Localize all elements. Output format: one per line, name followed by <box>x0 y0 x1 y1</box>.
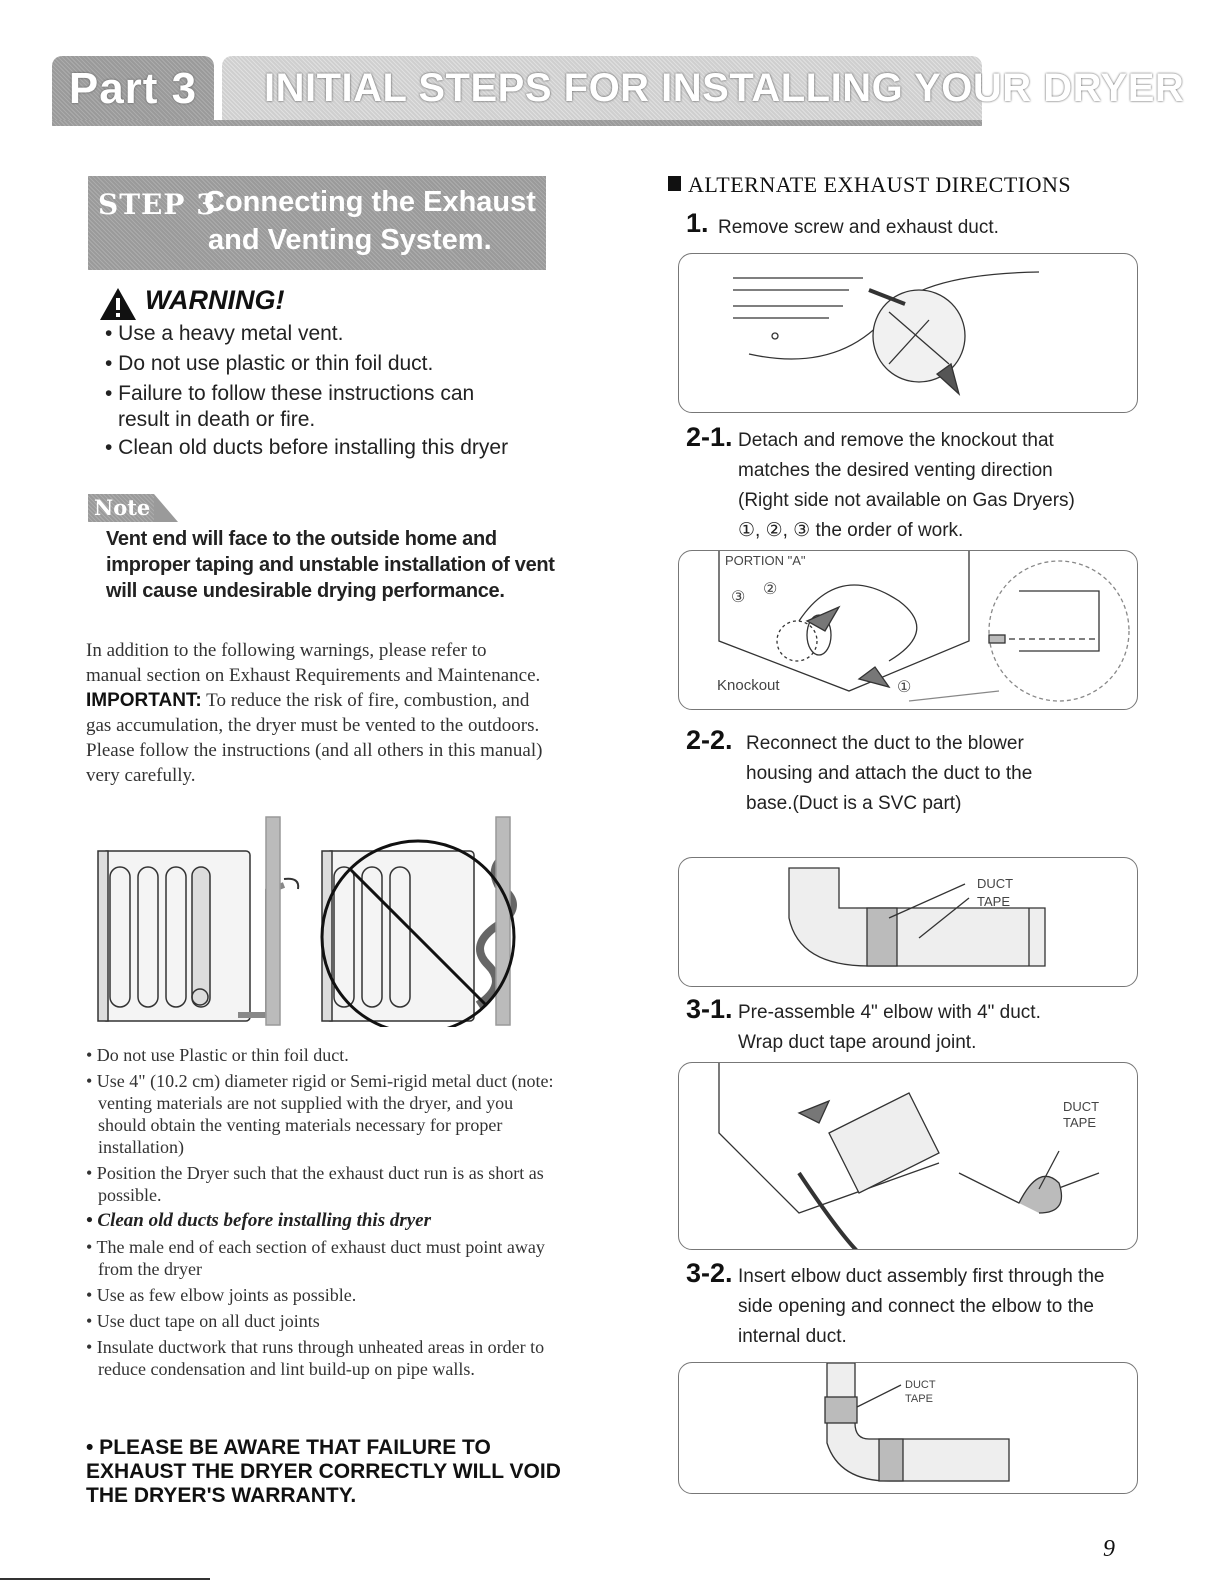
note-label: Note <box>94 495 151 520</box>
intro-after: To reduce the risk of fire, combustion, and gas accumulation, the dryer must be vented to the outdoors. Please follow the instructions (and all others in this manual) very carefully. <box>86 690 543 786</box>
warning-line: • Use a heavy metal vent. <box>105 322 344 345</box>
correct-venting-dryer <box>98 817 298 1025</box>
page-number: 9 <box>1103 1536 1115 1562</box>
list-item: • Use duct tape on all duct joints <box>86 1311 320 1331</box>
figure-remove-duct <box>678 253 1138 413</box>
warning-line: • Failure to follow these instructions can <box>105 382 475 405</box>
step-number: 3-2. <box>686 1258 733 1288</box>
step-text: Detach and remove the knockout that <box>738 430 1054 451</box>
warning-line: result in death or fire. <box>118 408 316 431</box>
knockout-label: Knockout <box>717 677 780 694</box>
step-text: side opening and connect the elbow to the <box>738 1296 1094 1317</box>
portion-a-label: PORTION "A" <box>725 553 806 568</box>
figure-insert-elbow <box>678 1362 1138 1494</box>
warning-title: WARNING! <box>145 285 285 315</box>
part-tab <box>52 56 214 124</box>
list-item: • Do not use Plastic or thin foil duct. <box>86 1045 349 1065</box>
note-line: will cause undesirable drying performance. <box>106 580 505 602</box>
step-text: matches the desired venting direction <box>738 460 1053 481</box>
step-text: base.(Duct is a SVC part) <box>746 793 962 814</box>
step-number: 1. <box>686 208 709 238</box>
step-number: 2-2. <box>686 725 733 755</box>
list-item: • Use as few elbow joints as possible. <box>86 1285 357 1305</box>
intro-paragraph <box>86 638 546 788</box>
heading-bullet <box>668 176 681 191</box>
warning-icon <box>98 286 138 322</box>
step-number: 2-1. <box>686 422 733 452</box>
figure-knockout <box>678 550 1138 710</box>
list-item: • The male end of each section of exhaust duct must point away from the dryer <box>86 1237 545 1279</box>
figure-preassemble-elbow <box>678 1062 1138 1250</box>
list-item: • Use 4" (10.2 cm) diameter rigid or Semi-rigid metal duct (note: venting materials are not supplied with the dryer, and you should obtain the venting materials necessary for proper installation) <box>86 1071 554 1157</box>
step-text: internal duct. <box>738 1326 847 1347</box>
page-title-band <box>222 56 1185 124</box>
warning-line: • Do not use plastic or thin foil duct. <box>105 352 434 375</box>
step-text: Insert elbow duct assembly first through the <box>738 1266 1105 1287</box>
warning-line: • Clean old ducts before installing this dryer <box>105 436 509 459</box>
note-line: improper taping and unstable installation of vent <box>106 554 555 576</box>
step-text: Remove screw and exhaust duct. <box>718 217 999 238</box>
intro-important: IMPORTANT: <box>86 690 202 711</box>
duct-label: DUCT <box>1063 1099 1100 1114</box>
tape-label: TAPE <box>905 1393 933 1405</box>
step-banner <box>88 176 546 270</box>
callout-2: ② <box>763 581 778 598</box>
incorrect-venting-dryer <box>322 817 514 1027</box>
part-label: Part 3 <box>68 64 198 113</box>
step-text: (Right side not available on Gas Dryers) <box>738 490 1075 511</box>
step-title-line1: Connecting the Exhaust <box>204 186 536 218</box>
header-underline <box>52 120 982 126</box>
intro-before: In addition to the following warnings, please refer to manual section on Exhaust Requirements and Maintenance. <box>86 640 541 686</box>
list-item: • Insulate ductwork that runs through unheated areas in order to reduce condensation and lint build-up on pipe walls. <box>86 1337 545 1379</box>
dryer-venting-illustration <box>88 815 524 1027</box>
step-title-line2: and Venting System. <box>208 224 492 256</box>
duct-label: DUCT <box>977 876 1014 891</box>
alternate-exhaust-heading: ALTERNATE EXHAUST DIRECTIONS <box>688 172 1072 197</box>
step-text: Reconnect the duct to the blower <box>746 733 1024 754</box>
note-wedge <box>154 494 178 522</box>
list-item-emphasis: • Clean old ducts before installing this dryer <box>86 1210 431 1231</box>
duct-label: DUCT <box>905 1379 936 1391</box>
tape-label: TAPE <box>1063 1115 1096 1130</box>
tape-label: TAPE <box>977 894 1010 909</box>
step-text: housing and attach the duct to the <box>746 763 1033 784</box>
page-title: INITIAL STEPS FOR INSTALLING YOUR DRYER <box>264 66 1185 110</box>
note-label-box <box>88 494 154 522</box>
step-text: Wrap duct tape around joint. <box>738 1032 977 1053</box>
instructions-list <box>86 1044 556 1384</box>
step-number: 3-1. <box>686 994 733 1024</box>
list-item: • Position the Dryer such that the exhaust duct run is as short as possible. <box>86 1163 544 1205</box>
step-text: ①, ②, ③ the order of work. <box>738 520 964 541</box>
callout-1: ① <box>897 679 912 696</box>
note-line: Vent end will face to the outside home and <box>106 528 497 550</box>
figure-reconnect-duct <box>678 857 1138 987</box>
callout-3: ③ <box>731 589 746 606</box>
step-tag: STEP 3 <box>98 188 217 221</box>
warranty-warning: • PLEASE BE AWARE THAT FAILURE TO EXHAUST THE DRYER CORRECTLY WILL VOID THE DRYER'S WARRANTY. <box>86 1436 561 1507</box>
step-text: Pre-assemble 4" elbow with 4" duct. <box>738 1002 1041 1023</box>
footer-rule <box>0 1578 210 1580</box>
